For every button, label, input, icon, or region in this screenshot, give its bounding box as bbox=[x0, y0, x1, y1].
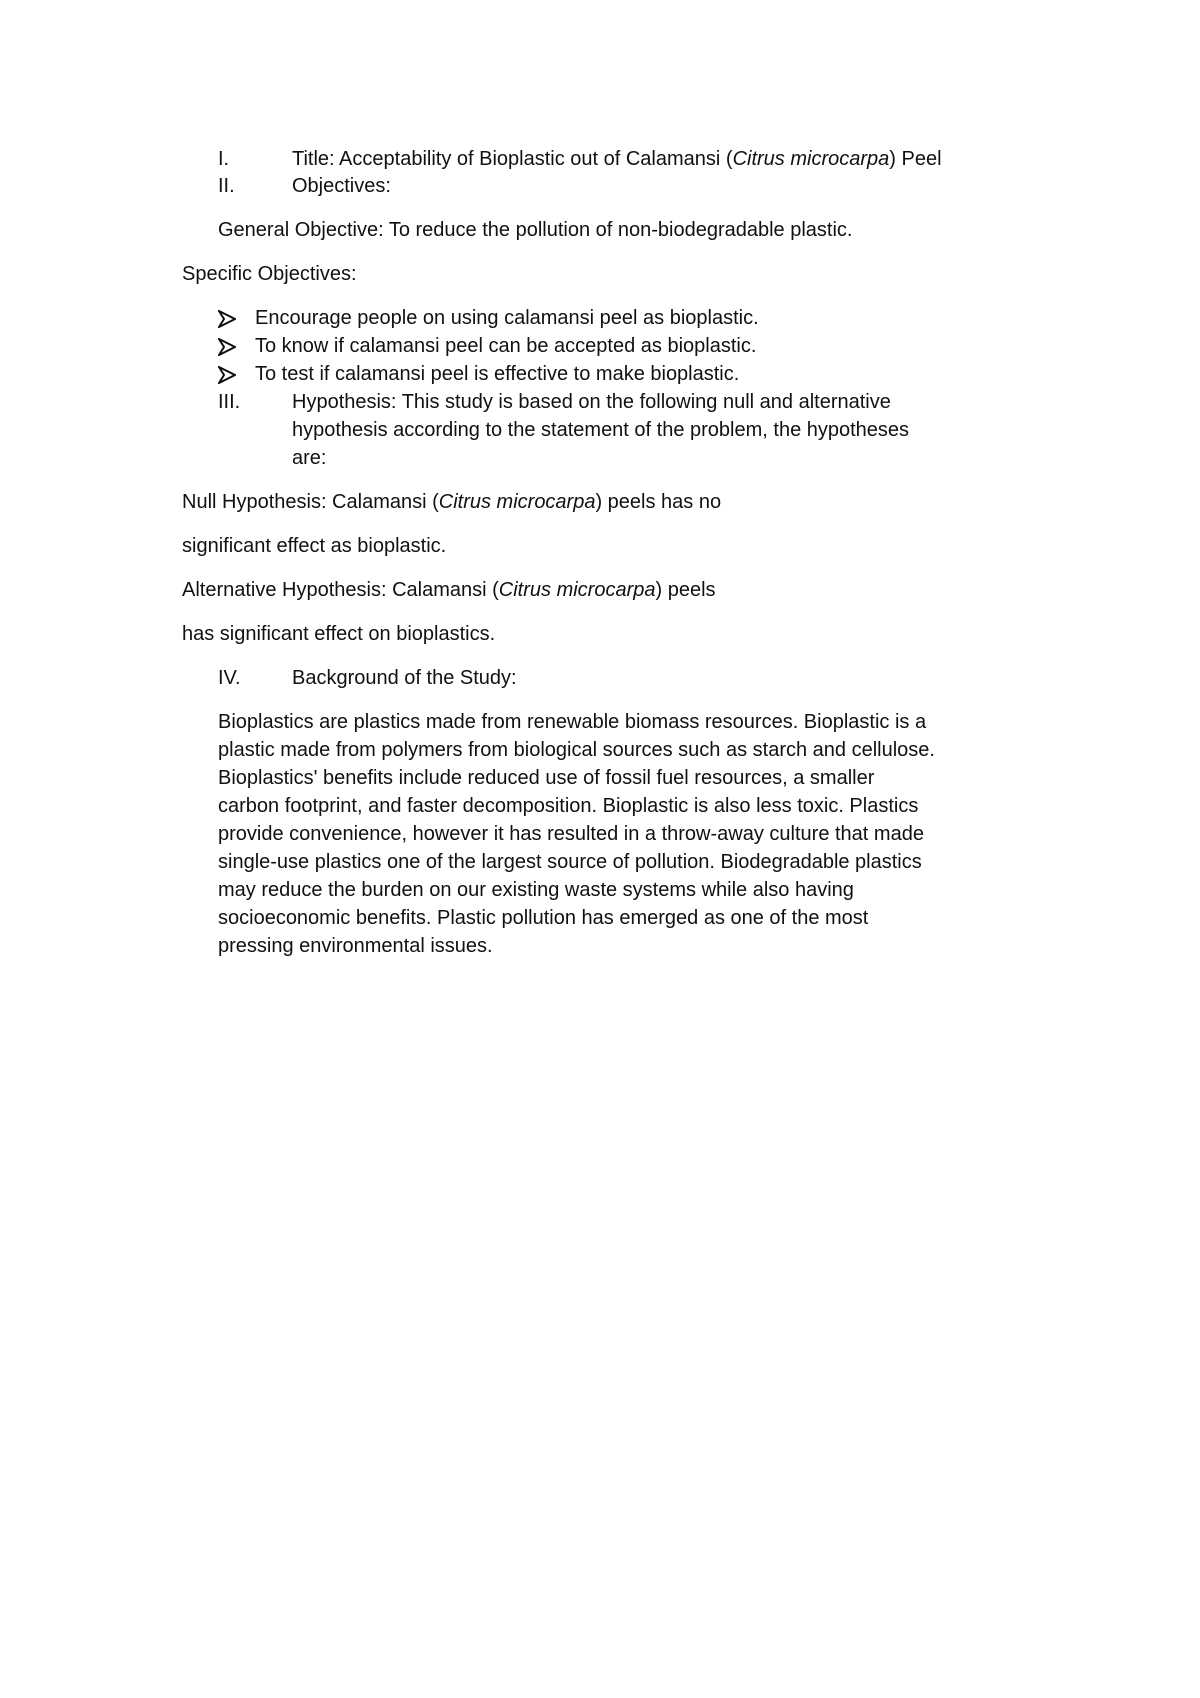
arrow-bullet-icon bbox=[218, 338, 236, 356]
null-hypothesis bbox=[182, 488, 721, 516]
section-numeral-hypothesis: III. bbox=[218, 391, 241, 413]
arrow-bullet-icon bbox=[218, 310, 236, 328]
background-line: plastic made from polymers from biological sources such as starch and cellulose. bbox=[218, 739, 935, 761]
title-prefix: Title: Acceptability of Bioplastic out of Calamansi ( bbox=[292, 148, 733, 170]
alt-hypothesis-prefix: Alternative Hypothesis: Calamansi ( bbox=[182, 579, 499, 601]
section-numeral-title: I. bbox=[218, 148, 230, 170]
alt-hypothesis-species: Citrus microcarpa bbox=[498, 579, 656, 601]
background-line: carbon footprint, and faster decomposition. Bioplastic is also less toxic. Plastics bbox=[218, 795, 919, 817]
document-title bbox=[292, 145, 942, 173]
background-line: pressing environmental issues. bbox=[218, 935, 493, 957]
null-hypothesis-continued: significant effect as bioplastic. bbox=[182, 535, 447, 557]
general-objective: General Objective: To reduce the pollution of non-biodegradable plastic. bbox=[218, 219, 853, 241]
objectives-heading: Objectives: bbox=[292, 175, 391, 197]
specific-objective-item: To test if calamansi peel is effective to make bioplastic. bbox=[255, 363, 740, 385]
null-hypothesis-suffix: ) peels has no bbox=[595, 491, 722, 513]
background-line: single-use plastics one of the largest source of pollution. Biodegradable plastics bbox=[218, 851, 922, 873]
hypothesis-intro bbox=[292, 388, 909, 472]
alternative-hypothesis bbox=[182, 576, 716, 604]
null-hypothesis-prefix: Null Hypothesis: Calamansi ( bbox=[182, 491, 439, 513]
specific-objective-item: Encourage people on using calamansi peel as bioplastic. bbox=[255, 307, 759, 329]
background-heading: Background of the Study: bbox=[292, 667, 517, 689]
background-line: may reduce the burden on our existing waste systems while also having bbox=[218, 879, 854, 901]
specific-objective-item: To know if calamansi peel can be accepted as bioplastic. bbox=[255, 335, 757, 357]
specific-objectives-heading: Specific Objectives: bbox=[182, 263, 357, 285]
hypothesis-line: hypothesis according to the statement of the problem, the hypotheses bbox=[292, 419, 910, 441]
background-paragraph bbox=[218, 708, 935, 960]
section-numeral-background: IV. bbox=[218, 667, 241, 689]
hypothesis-line: Hypothesis: This study is based on the following null and alternative bbox=[292, 391, 891, 413]
background-line: Bioplastics are plastics made from renewable biomass resources. Bioplastic is a bbox=[218, 711, 927, 733]
background-line: socioeconomic benefits. Plastic pollution has emerged as one of the most bbox=[218, 907, 869, 929]
null-hypothesis-species: Citrus microcarpa bbox=[438, 491, 596, 513]
title-italic: Citrus microcarpa bbox=[732, 148, 890, 170]
background-line: Bioplastics' benefits include reduced use of fossil fuel resources, a smaller bbox=[218, 767, 875, 789]
alt-hypothesis-suffix: ) peels bbox=[655, 579, 716, 601]
background-line: provide convenience, however it has resulted in a throw-away culture that made bbox=[218, 823, 924, 845]
arrow-bullet-icon bbox=[218, 366, 236, 384]
hypothesis-line: are: bbox=[292, 447, 327, 469]
alternative-hypothesis-continued: has significant effect on bioplastics. bbox=[182, 623, 496, 645]
section-numeral-objectives: II. bbox=[218, 175, 235, 197]
title-suffix: ) Peel bbox=[889, 148, 942, 170]
